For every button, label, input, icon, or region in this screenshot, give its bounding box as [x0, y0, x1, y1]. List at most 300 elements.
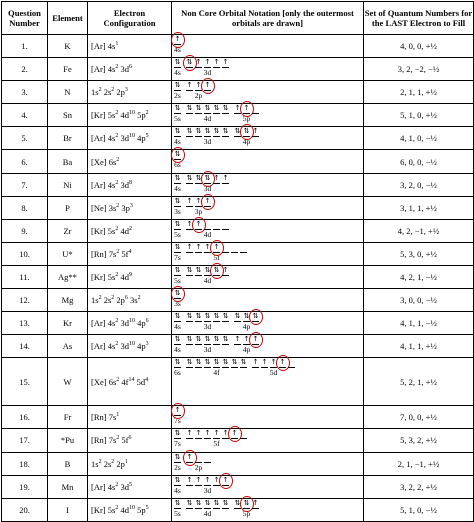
orbital-box [222, 243, 229, 253]
orbital-group [174, 453, 181, 472]
orbital-box: ⇅ [174, 452, 181, 461]
orbital-notation-cell [172, 81, 364, 104]
orbital-box: ↑ [252, 498, 259, 507]
orbital-box: ⇅ [204, 127, 211, 136]
question-number-cell: 16. [2, 406, 48, 429]
orbital-label: 7s [174, 416, 181, 426]
orbital-notation-cell [172, 289, 364, 312]
orbital-box: ↑ [222, 429, 229, 438]
configuration-cell: [Kr] $5s^2$ $4d^9$ [88, 265, 172, 288]
orbital-box: ⇅ [204, 498, 211, 507]
last-electron-orbital: ⇅ [204, 173, 211, 182]
orbital-group [174, 406, 181, 425]
last-electron-orbital: ⇅ [243, 498, 250, 507]
configuration-cell: $1s^2$ $2s^2$ $2p^6$ $3s^2$ [88, 289, 172, 312]
orbital-label: 7s [174, 252, 181, 262]
orbital-diagram [174, 358, 361, 405]
orbital-box [231, 243, 238, 253]
orbital-notation-cell [172, 406, 364, 429]
last-electron-orbital: ↑ [204, 196, 211, 205]
orbital-diagram [174, 197, 361, 219]
quantum-numbers-cell: 4, 1, 1, +½ [364, 335, 474, 358]
question-number-cell: 17. [2, 429, 48, 452]
orbital-box: ⇅ [213, 312, 220, 321]
last-electron-orbital: ↑ [213, 242, 220, 251]
orbital-box: ⇅ [186, 335, 193, 344]
orbital-group [186, 243, 247, 262]
quantum-numbers-cell: 5, 3, 2, +½ [364, 429, 474, 452]
orbital-box: ↑ [186, 475, 193, 484]
orbital-label: 4s [174, 137, 181, 147]
orbital-diagram [174, 58, 361, 80]
orbital-group [186, 358, 247, 377]
orbital-box: ↑ [195, 242, 202, 251]
orbital-box: ⇅ [174, 219, 181, 228]
orbital-group [174, 476, 181, 495]
orbital-label: 4d [203, 275, 212, 285]
orbital-group [174, 499, 181, 518]
orbital-label: 3d [203, 485, 212, 495]
table-row [2, 58, 474, 81]
orbital-notation-cell [172, 429, 364, 452]
orbital-box: ⇅ [204, 312, 211, 321]
orbital-box: ⇅ [174, 335, 181, 344]
orbital-box: ⇅ [213, 498, 220, 507]
orbital-label: 4s [174, 345, 181, 355]
orbital-box: ↑ [186, 81, 193, 90]
question-number-cell: 12. [2, 289, 48, 312]
orbital-box: ↑ [195, 429, 202, 438]
last-electron-orbital: ↑ [174, 406, 181, 415]
orbital-diagram [174, 174, 361, 196]
header-row [2, 2, 474, 35]
table-row [2, 196, 474, 219]
orbital-box: ⇅ [204, 104, 211, 113]
element-cell: W [48, 358, 88, 406]
table-row [2, 150, 474, 173]
orbital-box: ↑ [186, 219, 193, 228]
orbital-diagram [174, 453, 361, 475]
table-row [2, 242, 474, 265]
orbital-box: ⇅ [213, 358, 220, 367]
orbital-label: 4s [174, 485, 181, 495]
element-cell: B [48, 452, 88, 475]
orbital-box: ⇅ [186, 265, 193, 274]
orbital-notation-cell [172, 242, 364, 265]
orbital-box: ⇅ [174, 242, 181, 251]
orbital-label: 3p [194, 206, 203, 216]
orbital-box: ⇅ [174, 498, 181, 507]
orbital-box: ↑ [222, 265, 229, 274]
orbital-group [174, 35, 181, 54]
orbital-diagram [174, 335, 361, 357]
orbital-group [174, 104, 181, 123]
configuration-cell: [Kr] $5s^2$ $4d^{10}$ $5p^2$ [88, 104, 172, 127]
orbital-box: ⇅ [240, 358, 247, 367]
orbital-diagram [174, 220, 361, 242]
orbital-notation-cell [172, 127, 364, 150]
orbital-group [186, 476, 229, 495]
question-number-cell: 10. [2, 242, 48, 265]
orbital-diagram [174, 312, 361, 334]
orbital-box [222, 220, 229, 230]
element-cell: K [48, 35, 88, 58]
orbital-diagram [174, 476, 361, 498]
table-row [2, 452, 474, 475]
orbital-box: ↑ [204, 429, 211, 438]
orbital-box: ↑ [243, 335, 250, 344]
orbital-diagram [174, 127, 361, 149]
orbital-box: ↑ [204, 475, 211, 484]
element-cell: Ni [48, 173, 88, 196]
quantum-numbers-cell: 2, 1, 1, +½ [364, 81, 474, 104]
orbital-notation-cell [172, 335, 364, 358]
orbital-notation-cell [172, 35, 364, 58]
orbital-group [174, 289, 181, 308]
orbital-label: 2p [194, 91, 203, 101]
header-quantum-numbers: Set of Quantum Numbers for the LAST Electron to Fill [364, 2, 474, 35]
orbital-box: ⇅ [186, 358, 193, 367]
orbital-notation-cell [172, 150, 364, 173]
quantum-numbers-cell: 3, 2, 2, +½ [364, 475, 474, 498]
orbital-box: ⇅ [174, 312, 181, 321]
orbital-group [186, 104, 229, 123]
question-number-cell: 8. [2, 196, 48, 219]
orbital-box: ⇅ [174, 475, 181, 484]
orbital-label: 3d [203, 322, 212, 332]
last-electron-orbital: ⇅ [243, 127, 250, 136]
orbital-group [186, 499, 229, 518]
configuration-cell: [Xe] $6s^2$ [88, 150, 172, 173]
last-electron-orbital: ↑ [231, 429, 238, 438]
orbital-group [186, 220, 229, 239]
orbital-box [240, 243, 247, 253]
orbital-label: 3s [174, 299, 181, 309]
orbital-notation-cell [172, 358, 364, 406]
question-number-cell: 20. [2, 498, 48, 521]
last-electron-orbital: ⇅ [186, 58, 193, 67]
orbital-label: 4p [242, 345, 251, 355]
orbital-notation-cell [172, 219, 364, 242]
configuration-cell: [Rn] $7s^2$ $5f^6$ [88, 429, 172, 452]
orbital-box: ↑ [186, 429, 193, 438]
question-number-cell: 11. [2, 265, 48, 288]
question-number-cell: 15. [2, 358, 48, 406]
orbital-label: 5f [213, 252, 220, 262]
orbital-box: ⇅ [195, 358, 202, 367]
element-cell: Br [48, 127, 88, 150]
orbital-group [174, 312, 181, 331]
orbital-notation-cell [172, 265, 364, 288]
orbital-diagram [174, 81, 361, 103]
orbital-group [174, 58, 181, 77]
orbital-diagram [174, 406, 361, 428]
orbital-label: 4f [213, 368, 220, 378]
configuration-cell: [Ar] $4s^1$ [88, 35, 172, 58]
orbital-box: ⇅ [195, 104, 202, 113]
header-element: Element [48, 2, 88, 35]
element-cell: As [48, 335, 88, 358]
table-row [2, 429, 474, 452]
question-number-cell: 9. [2, 219, 48, 242]
orbital-label: 2p [194, 462, 203, 472]
orbital-notation-cell [172, 475, 364, 498]
configuration-cell: [Ar] $4s^2$ $3d^5$ [88, 475, 172, 498]
question-number-cell: 19. [2, 475, 48, 498]
orbital-box [252, 104, 259, 114]
last-electron-orbital: ↑ [204, 81, 211, 90]
orbital-label: 5s [174, 275, 181, 285]
question-number-cell: 2. [2, 58, 48, 81]
orbital-box: ⇅ [222, 358, 229, 367]
question-number-cell: 6. [2, 150, 48, 173]
table-row [2, 406, 474, 429]
orbital-label: 4s [174, 183, 181, 193]
orbital-label: 4p [242, 137, 251, 147]
element-cell: Sn [48, 104, 88, 127]
last-electron-orbital: ↑ [243, 104, 250, 113]
orbital-box: ↑ [195, 81, 202, 90]
orbital-box: ⇅ [204, 358, 211, 367]
configuration-cell: [Ar] $4s^2$ $3d^{10}$ $4p^5$ [88, 127, 172, 150]
quantum-numbers-table [1, 1, 474, 522]
quantum-numbers-cell: 4, 0, 0, +½ [364, 35, 474, 58]
orbital-box: ⇅ [174, 429, 181, 438]
orbital-diagram [174, 429, 361, 451]
orbital-diagram [174, 266, 361, 288]
table-row [2, 104, 474, 127]
orbital-box [195, 453, 202, 463]
orbital-group [174, 335, 181, 354]
orbital-box: ⇅ [174, 58, 181, 67]
element-cell: Zr [48, 219, 88, 242]
orbital-group [252, 358, 295, 377]
configuration-cell: $1s^2$ $2s^2$ $2p^1$ [88, 452, 172, 475]
orbital-box: ↑ [222, 58, 229, 67]
orbital-group [186, 429, 247, 448]
orbital-box: ⇅ [186, 312, 193, 321]
orbital-box: ⇅ [186, 173, 193, 182]
orbital-label: 5s [174, 508, 181, 518]
question-number-cell: 1. [2, 35, 48, 58]
orbital-box: ⇅ [222, 498, 229, 507]
configuration-cell: [Ar] $4s^2$ $3d^6$ [88, 58, 172, 81]
question-number-cell: 5. [2, 127, 48, 150]
orbital-label: 5f [213, 439, 220, 449]
orbital-box: ⇅ [204, 265, 211, 274]
orbital-box: ↑ [186, 196, 193, 205]
orbital-box: ⇅ [204, 335, 211, 344]
orbital-notation-cell [172, 196, 364, 219]
quantum-numbers-cell: 5, 2, 1, +½ [364, 358, 474, 406]
element-cell: Mg [48, 289, 88, 312]
question-number-cell: 13. [2, 312, 48, 335]
orbital-label: 2s [174, 91, 181, 101]
orbital-box: ↑ [222, 173, 229, 182]
orbital-diagram [174, 243, 361, 265]
table-row [2, 498, 474, 521]
orbital-box: ⇅ [234, 312, 241, 321]
orbital-label: 4p [242, 322, 251, 332]
orbital-box [204, 220, 211, 230]
table-row [2, 219, 474, 242]
element-cell: Ag** [48, 265, 88, 288]
orbital-notation-cell [172, 104, 364, 127]
question-number-cell: 4. [2, 104, 48, 127]
orbital-box: ⇅ [174, 104, 181, 113]
orbital-notation-cell [172, 173, 364, 196]
orbital-group [174, 220, 181, 239]
configuration-cell: [Rn] $7s^2$ $5f^4$ [88, 242, 172, 265]
element-cell: P [48, 196, 88, 219]
orbital-label: 3d [203, 345, 212, 355]
quantum-numbers-cell: 3, 2, −2, −½ [364, 58, 474, 81]
orbital-label: 5d [269, 368, 278, 378]
last-electron-orbital: ↑ [252, 335, 259, 344]
orbital-box: ⇅ [174, 173, 181, 182]
orbital-box: ⇅ [234, 498, 241, 507]
orbital-box [240, 429, 247, 439]
table-row [2, 289, 474, 312]
header-orbital-notation: Non Core Orbital Notation [only the outermost orbitals are drawn] [172, 2, 364, 35]
last-electron-orbital: ↑ [186, 452, 193, 461]
orbital-label: 6s [174, 160, 181, 170]
orbital-box: ↑ [213, 58, 220, 67]
orbital-label: 5s [174, 114, 181, 124]
orbital-box: ⇅ [195, 335, 202, 344]
configuration-cell: $1s^2$ $2s^2$ $2p^3$ [88, 81, 172, 104]
orbital-notation-cell [172, 498, 364, 521]
quantum-numbers-cell: 2, 1, −1, +½ [364, 452, 474, 475]
quantum-numbers-cell: 3, 0, 0, −½ [364, 289, 474, 312]
orbital-diagram [174, 104, 361, 126]
orbital-box: ⇅ [174, 81, 181, 90]
orbital-group [174, 150, 181, 169]
configuration-cell: [Ar] $4s^2$ $3d^8$ [88, 173, 172, 196]
quantum-numbers-cell: 4, 2, −1, +½ [364, 219, 474, 242]
orbital-label: 2s [174, 462, 181, 472]
table-row [2, 475, 474, 498]
orbital-box [213, 220, 220, 230]
question-number-cell: 3. [2, 81, 48, 104]
element-cell: Fe [48, 58, 88, 81]
orbital-group [174, 81, 181, 100]
orbital-label: 6s [174, 368, 181, 378]
element-cell: Mn [48, 475, 88, 498]
header-question-number: Question Number [2, 2, 48, 35]
element-cell: Kr [48, 312, 88, 335]
orbital-box: ⇅ [186, 127, 193, 136]
orbital-box: ↑ [213, 429, 220, 438]
orbital-group [186, 453, 211, 472]
table-row [2, 173, 474, 196]
quantum-numbers-cell: 5, 1, 0, −½ [364, 498, 474, 521]
orbital-group [186, 174, 229, 193]
quantum-numbers-cell: 3, 1, 1, +½ [364, 196, 474, 219]
orbital-group [186, 127, 229, 146]
orbital-box: ↑ [213, 173, 220, 182]
orbital-label: 4d [203, 508, 212, 518]
orbital-box: ⇅ [213, 127, 220, 136]
orbital-box: ⇅ [186, 104, 193, 113]
table-row [2, 81, 474, 104]
header-electron-configuration: Electron Configuration [88, 2, 172, 35]
orbital-group [234, 104, 259, 123]
last-electron-orbital: ⇅ [252, 312, 259, 321]
quantum-numbers-cell: 5, 3, 0, +½ [364, 242, 474, 265]
table-row [2, 35, 474, 58]
question-number-cell: 18. [2, 452, 48, 475]
table-row [2, 265, 474, 288]
orbital-box: ⇅ [174, 196, 181, 205]
orbital-diagram [174, 499, 361, 521]
orbital-box: ⇅ [213, 104, 220, 113]
orbital-label: 4d [203, 114, 212, 124]
orbital-box: ⇅ [174, 358, 181, 367]
orbital-box: ↑ [195, 475, 202, 484]
orbital-label: 4s [174, 45, 181, 54]
orbital-box: ↑ [195, 196, 202, 205]
element-cell: I [48, 498, 88, 521]
orbital-box: ⇅ [243, 312, 250, 321]
configuration-cell: [Xe] $6s^2$ $4f^{14}$ $5d^4$ [88, 358, 172, 406]
orbital-box: ↑ [186, 242, 193, 251]
orbital-box: ↑ [234, 335, 241, 344]
last-electron-orbital: ↑ [279, 358, 286, 367]
orbital-box: ⇅ [195, 265, 202, 274]
last-electron-orbital: ⇅ [174, 150, 181, 159]
orbital-diagram [174, 150, 361, 172]
last-electron-orbital: ⇅ [174, 289, 181, 298]
orbital-label: 3s [174, 206, 181, 216]
quantum-numbers-cell: 4, 1, 0, −½ [364, 127, 474, 150]
question-number-cell: 7. [2, 173, 48, 196]
orbital-notation-cell [172, 58, 364, 81]
orbital-group [174, 429, 181, 448]
configuration-cell: [Kr] $5s^2$ $4d^{10}$ $5p^5$ [88, 498, 172, 521]
orbital-box: ⇅ [231, 358, 238, 367]
orbital-diagram [174, 35, 361, 57]
table-row [2, 358, 474, 406]
orbital-label: 5s [174, 229, 181, 239]
configuration-cell: [Kr] $5s^2$ $4d^2$ [88, 219, 172, 242]
orbital-box: ⇅ [195, 127, 202, 136]
orbital-label: 7s [174, 439, 181, 449]
orbital-label: 3d [203, 137, 212, 147]
orbital-label: 3d [203, 183, 212, 193]
orbital-box [204, 453, 211, 463]
orbital-box: ↑ [270, 358, 277, 367]
orbital-group [174, 174, 181, 193]
orbital-box: ⇅ [222, 127, 229, 136]
orbital-box: ⇅ [222, 104, 229, 113]
element-cell: U* [48, 242, 88, 265]
element-cell: Ba [48, 150, 88, 173]
table-row [2, 335, 474, 358]
quantum-numbers-cell: 3, 2, 0, −½ [364, 173, 474, 196]
orbital-box: ⇅ [186, 498, 193, 507]
orbital-box: ⇅ [174, 265, 181, 274]
orbital-group [186, 335, 229, 354]
orbital-group [186, 81, 211, 100]
orbital-label: 5p [242, 508, 251, 518]
orbital-notation-cell [172, 452, 364, 475]
orbital-group [234, 312, 259, 331]
configuration-cell: [Ne] $3s^2$ $3p^3$ [88, 196, 172, 219]
orbital-box: ↑ [252, 127, 259, 136]
orbital-notation-cell [172, 312, 364, 335]
configuration-cell: [Rn] $7s^1$ [88, 406, 172, 429]
